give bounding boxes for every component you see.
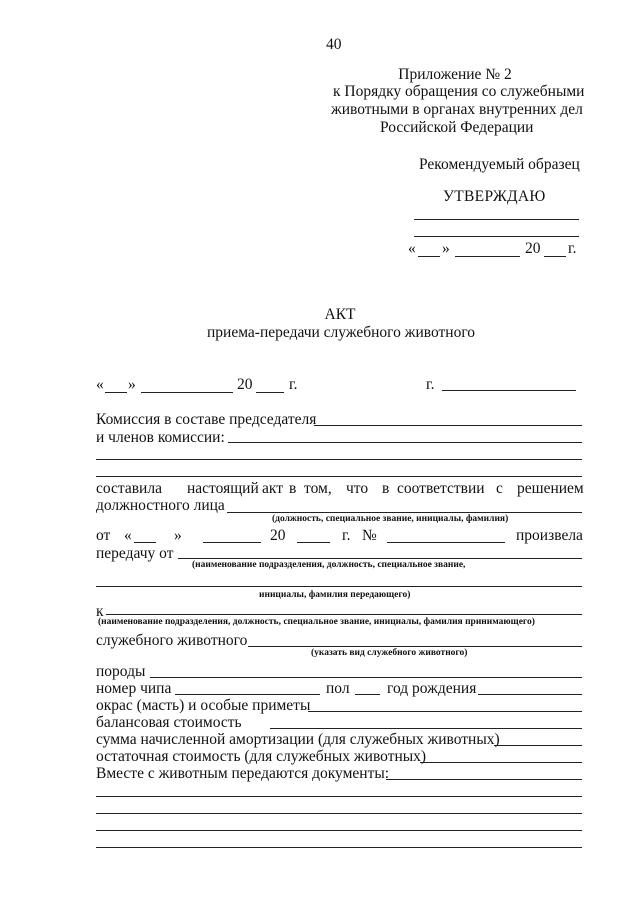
act-word-7: в bbox=[382, 480, 390, 497]
decision-date-open-quote: « bbox=[124, 527, 132, 544]
official-label: должностного лица bbox=[96, 497, 225, 514]
residual-line[interactable] bbox=[420, 762, 582, 763]
act-date-close-quote: » bbox=[128, 376, 136, 393]
official-hint: (должность, специальное звание, инициалы, фамилия) bbox=[272, 514, 509, 524]
transfer-from-line-2[interactable] bbox=[96, 586, 582, 587]
act-date-open-quote: « bbox=[96, 376, 104, 393]
act-word-9: с bbox=[496, 480, 503, 497]
transfer-from-label: передачу от bbox=[96, 545, 174, 562]
commission-chair-line[interactable] bbox=[314, 425, 582, 426]
act-word-8: соответствии bbox=[397, 480, 485, 497]
amortization-label: сумма начисленной амортизации (для служебных животных) bbox=[96, 731, 500, 748]
residual-label: остаточная стоимость (для служебных животных) bbox=[96, 748, 427, 765]
sex-label: пол bbox=[326, 680, 350, 697]
approve-day-line[interactable] bbox=[418, 256, 440, 257]
transfer-from-hint-1: (наименование подразделения, должность, специальное звание, bbox=[192, 560, 466, 570]
act-word-6: что bbox=[346, 480, 369, 497]
act-word-10: решением bbox=[517, 480, 584, 497]
transfer-from-line[interactable] bbox=[178, 558, 582, 559]
act-year-prefix: 20 bbox=[237, 376, 253, 393]
approve-year-suffix: г. bbox=[568, 240, 577, 257]
transfer-from-hint-2: инициалы, фамилия передающего) bbox=[259, 590, 411, 600]
approve-date-close-quote: » bbox=[442, 240, 450, 257]
decision-year-line[interactable] bbox=[297, 542, 330, 543]
approve-year-prefix: 20 bbox=[525, 240, 541, 257]
page-number: 40 bbox=[326, 36, 342, 53]
color-line[interactable] bbox=[308, 711, 582, 712]
approve-signature-line[interactable] bbox=[414, 219, 579, 220]
commission-members-line-1[interactable] bbox=[228, 442, 582, 443]
decision-number-label: № bbox=[362, 527, 377, 544]
breed-line[interactable] bbox=[150, 677, 582, 678]
color-label: окрас (масть) и особые приметы bbox=[96, 697, 311, 714]
documents-label: Вместе с животным передаются документы: bbox=[96, 765, 390, 782]
approve-label: УТВЕРЖДАЮ bbox=[443, 188, 546, 205]
decision-number-line[interactable] bbox=[387, 542, 505, 543]
document-subtitle: приема-передачи служебного животного bbox=[207, 324, 476, 341]
decision-date-close-quote: » bbox=[174, 527, 182, 544]
header-line-3: Российской Федерации bbox=[380, 119, 534, 136]
transfer-to-label: к bbox=[96, 603, 104, 620]
approve-year-line[interactable] bbox=[544, 256, 566, 257]
commission-chair-label: Комиссия в составе председателя bbox=[96, 411, 317, 428]
act-year-line[interactable] bbox=[256, 392, 284, 393]
official-line[interactable] bbox=[227, 512, 582, 513]
sex-line[interactable] bbox=[355, 694, 380, 695]
decision-month-line[interactable] bbox=[203, 542, 261, 543]
act-day-line[interactable] bbox=[105, 392, 127, 393]
animal-kind-line[interactable] bbox=[248, 646, 582, 647]
birth-year-line[interactable] bbox=[478, 694, 582, 695]
balance-label: балансовая стоимость bbox=[96, 714, 242, 731]
approve-month-line[interactable] bbox=[455, 256, 520, 257]
chip-line[interactable] bbox=[175, 694, 320, 695]
approve-name-line[interactable] bbox=[414, 236, 579, 237]
header-line-2: животными в органах внутренних дел bbox=[331, 101, 583, 118]
birth-year-label: год рождения bbox=[387, 680, 477, 697]
city-line[interactable] bbox=[442, 390, 576, 391]
made-label: произвела bbox=[516, 527, 583, 544]
breed-label: породы bbox=[96, 663, 146, 680]
act-word-3: акт bbox=[262, 480, 283, 497]
transfer-to-hint: (наименование подразделения, должность, специальное звание, инициалы, фамилия принимающего) bbox=[98, 617, 535, 627]
commission-members-line-2[interactable] bbox=[96, 459, 582, 460]
documents-line-5[interactable] bbox=[96, 847, 582, 848]
act-word-5: том, bbox=[304, 480, 332, 497]
recommended-sample: Рекомендуемый образец bbox=[419, 156, 580, 173]
act-word-1: составила bbox=[96, 480, 162, 497]
amortization-line[interactable] bbox=[494, 745, 582, 746]
document-title: АКТ bbox=[324, 306, 356, 323]
documents-line-1[interactable] bbox=[386, 779, 582, 780]
transfer-to-line[interactable] bbox=[106, 614, 582, 615]
header-line-1: к Порядку обращения со служебными bbox=[333, 83, 585, 100]
animal-kind-hint: (указать вид служебного животного) bbox=[311, 648, 468, 658]
balance-line[interactable] bbox=[270, 728, 582, 729]
decision-from-label: от bbox=[96, 527, 111, 544]
animal-label: служебного животного bbox=[96, 632, 248, 649]
act-word-4: в bbox=[289, 480, 297, 497]
act-word-2: настоящий bbox=[187, 480, 259, 497]
commission-members-label: и членов комиссии: bbox=[96, 429, 225, 446]
chip-label: номер чипа bbox=[96, 680, 172, 697]
documents-line-4[interactable] bbox=[96, 830, 582, 831]
approve-date-open-quote: « bbox=[408, 240, 416, 257]
commission-members-line-3[interactable] bbox=[96, 476, 582, 477]
decision-year-suffix: г. bbox=[342, 527, 351, 544]
city-label: г. bbox=[426, 376, 435, 393]
documents-line-3[interactable] bbox=[96, 813, 582, 814]
decision-year-prefix: 20 bbox=[270, 527, 286, 544]
act-year-suffix: г. bbox=[289, 376, 298, 393]
act-month-line[interactable] bbox=[141, 392, 233, 393]
decision-day-line[interactable] bbox=[134, 542, 156, 543]
documents-line-2[interactable] bbox=[96, 796, 582, 797]
appendix-label: Приложение № 2 bbox=[398, 66, 512, 83]
